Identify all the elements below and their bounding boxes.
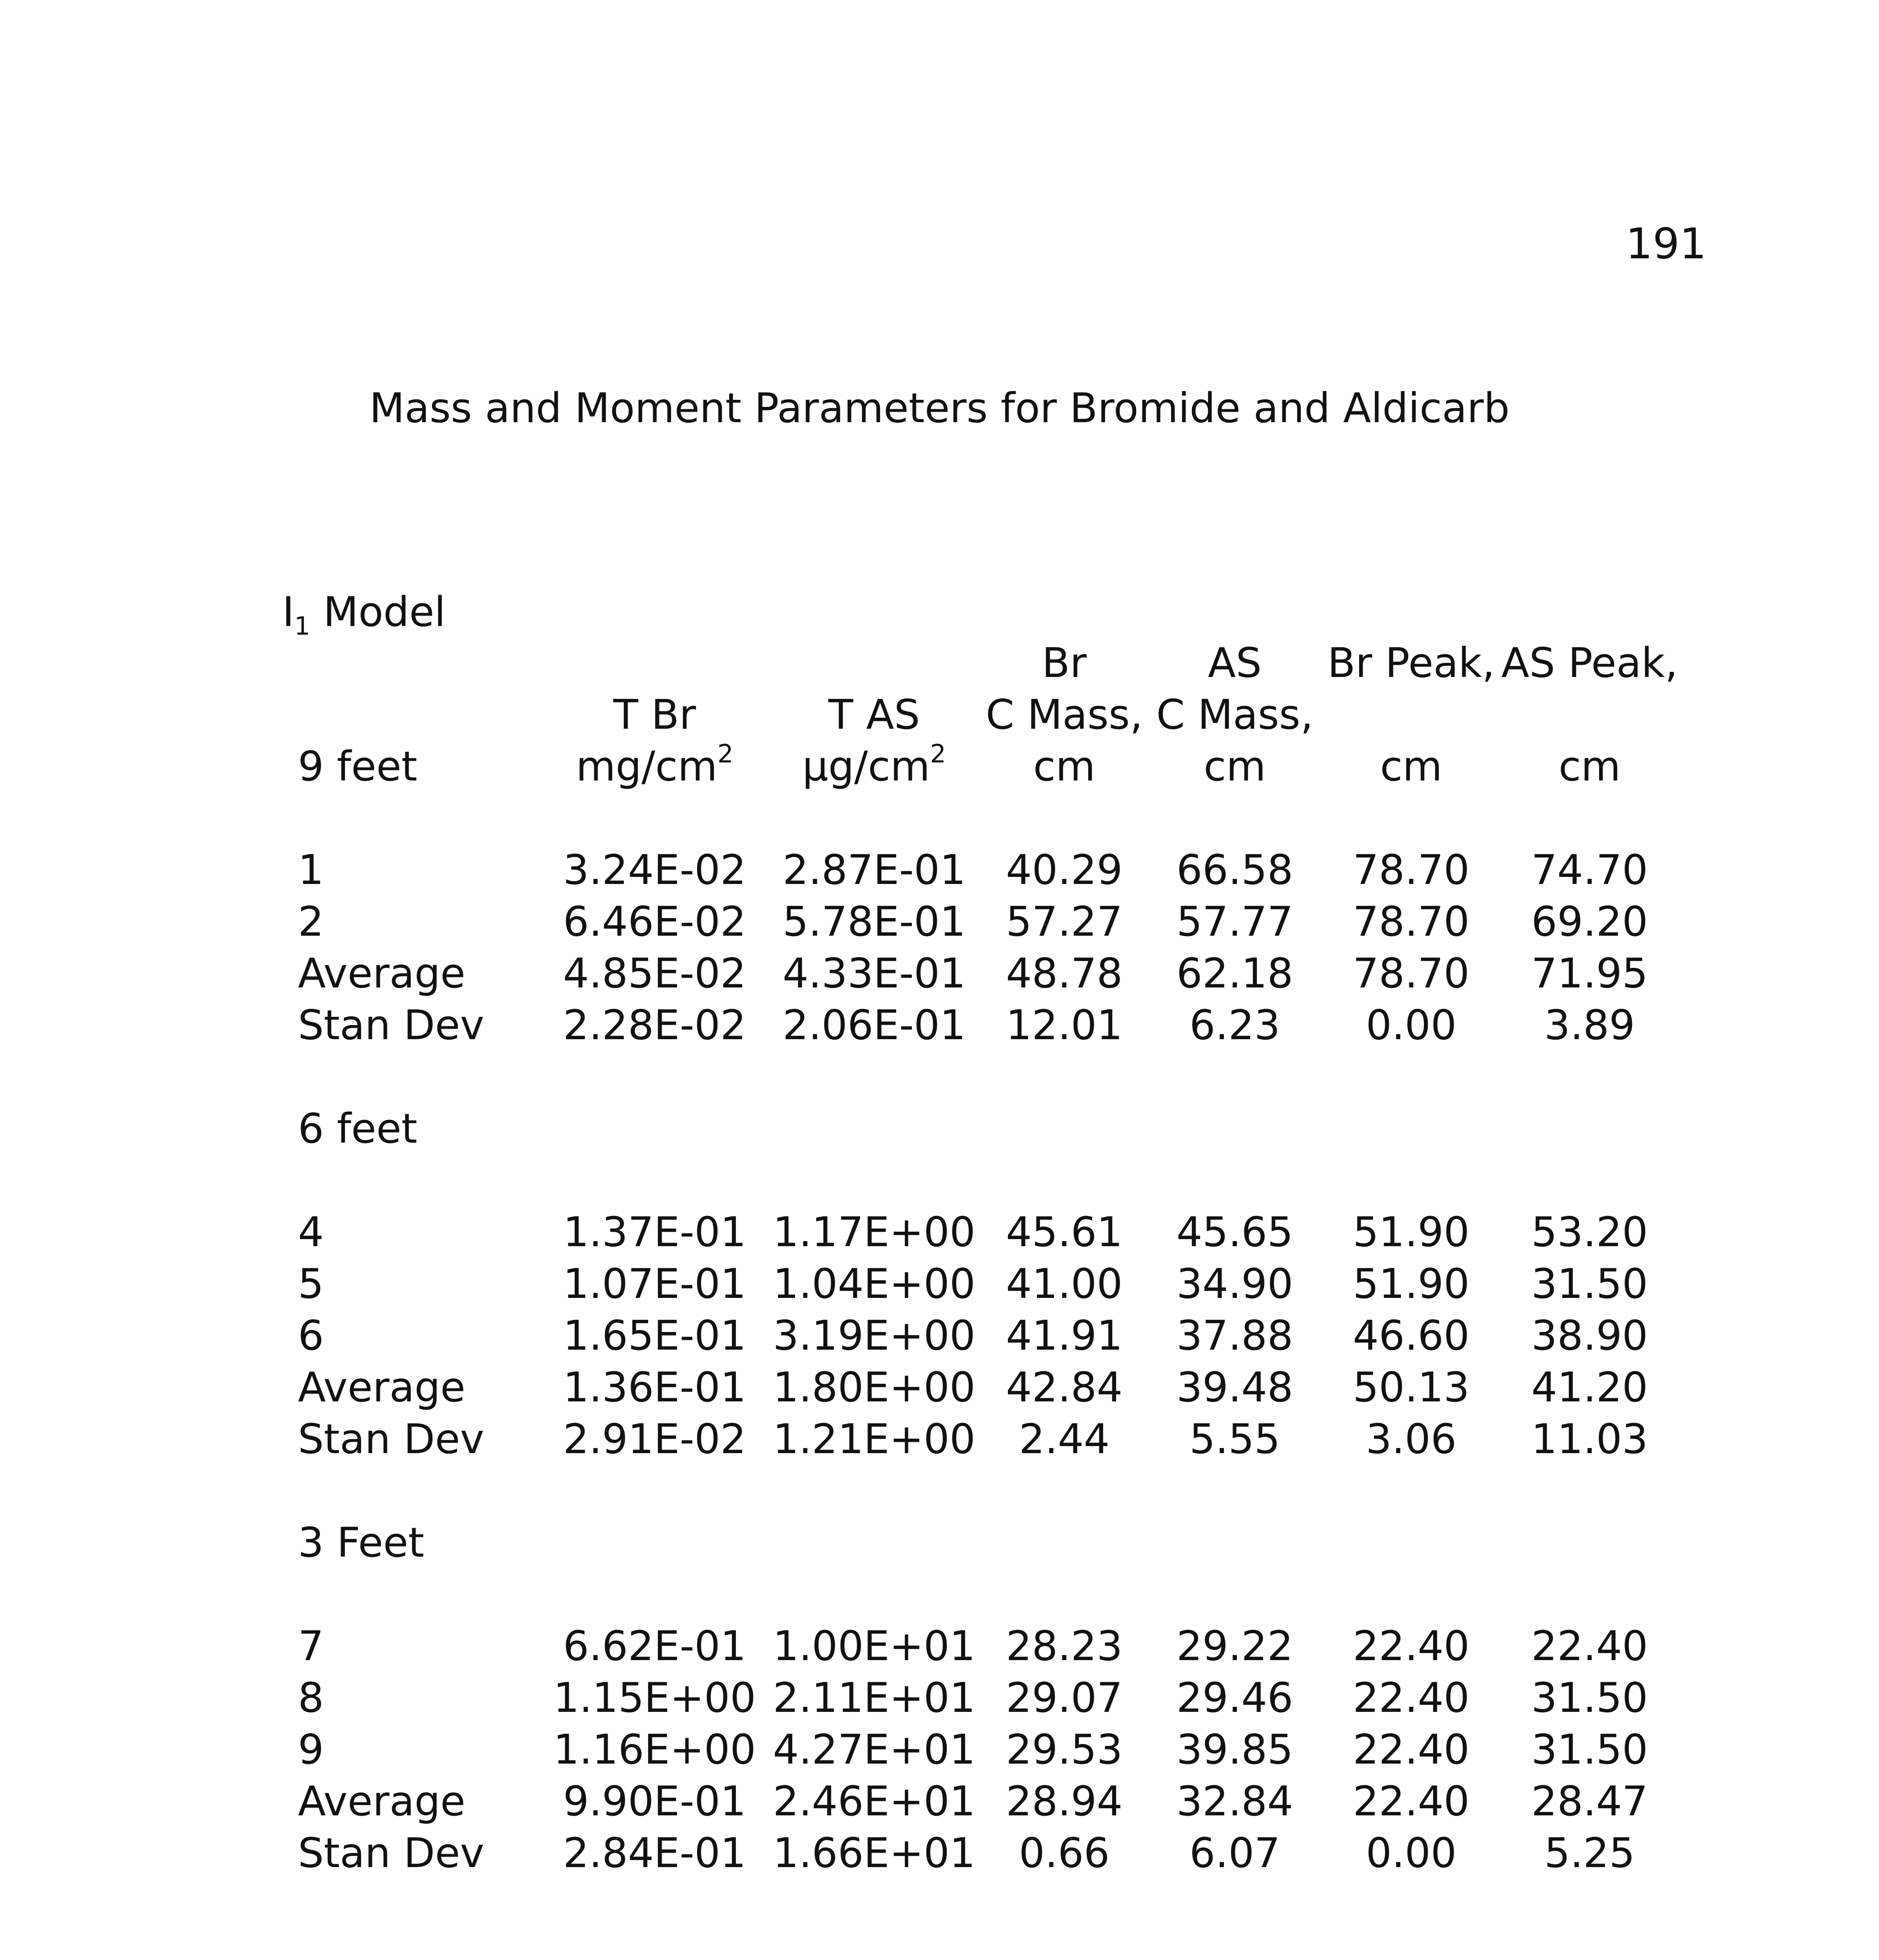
header-cell: T AS — [828, 691, 920, 739]
table-row — [298, 1204, 1678, 1256]
table-cell: 51.90 — [1353, 1260, 1470, 1308]
table-cell: 6.46E-02 — [563, 898, 746, 946]
table-cell: 1.21E+00 — [773, 1415, 976, 1463]
header-cell: C Mass, — [986, 691, 1143, 739]
table-cell: 5.78E-01 — [782, 898, 966, 946]
header-cell: T Br — [613, 691, 696, 739]
unit-text: µg/cm — [802, 742, 930, 790]
row-label: 9 — [298, 1726, 324, 1773]
table-cell: 2.84E-01 — [563, 1829, 746, 1877]
row-label: Average — [298, 1777, 466, 1825]
table-row — [298, 1256, 1678, 1308]
group-3-feet-label — [298, 1463, 1678, 1618]
table-cell: 48.78 — [1006, 949, 1123, 997]
header-cell: AS — [1208, 639, 1262, 687]
table-cell: 4.85E-02 — [563, 949, 746, 997]
table-row — [298, 1359, 1678, 1411]
table-cell: 2.87E-01 — [782, 846, 966, 894]
spacer-row — [298, 1152, 1678, 1204]
table-cell: 57.77 — [1176, 898, 1293, 946]
table-cell: 9.90E-01 — [563, 1777, 746, 1825]
table-cell: 45.61 — [1006, 1208, 1123, 1256]
table-cell: 29.53 — [1006, 1726, 1123, 1773]
row-label: Stan Dev — [298, 1829, 485, 1877]
header-cell: cm — [1558, 742, 1621, 790]
table-cell: 22.40 — [1353, 1726, 1470, 1773]
table-row — [298, 1825, 1678, 1877]
group-label-row — [298, 1515, 1678, 1566]
table-cell: 34.90 — [1176, 1260, 1293, 1308]
table-cell: 38.90 — [1531, 1312, 1648, 1359]
table-cell: 6.23 — [1189, 1001, 1280, 1049]
table-cell: 3.24E-02 — [563, 846, 746, 894]
table-cell: 1.00E+01 — [773, 1622, 976, 1670]
table-cell: 31.50 — [1531, 1260, 1648, 1308]
page-number: 191 — [1625, 220, 1707, 269]
table-cell: 74.70 — [1531, 846, 1648, 894]
table-row — [298, 946, 1678, 997]
row-label: 6 — [298, 1312, 324, 1359]
header-cell: cm — [1204, 742, 1266, 790]
table-cell: 28.47 — [1531, 1777, 1648, 1825]
table-row — [298, 842, 1678, 894]
table-cell: 41.00 — [1006, 1260, 1123, 1308]
table-cell: 11.03 — [1531, 1415, 1648, 1463]
table-cell: 50.13 — [1353, 1363, 1470, 1411]
table-cell: 2.28E-02 — [563, 1001, 746, 1049]
group-6-feet — [298, 1204, 1678, 1463]
header-row-1 — [298, 635, 1678, 687]
unit-text: mg/cm — [576, 742, 717, 790]
table-cell: 46.60 — [1353, 1312, 1470, 1359]
table-cell: 66.58 — [1176, 846, 1293, 894]
table-cell: 42.84 — [1006, 1363, 1123, 1411]
row-label: 2 — [298, 898, 324, 946]
table-cell: 2.06E-01 — [782, 1001, 966, 1049]
header-cell: Br — [1042, 639, 1087, 687]
table-cell: 4.33E-01 — [782, 949, 966, 997]
model-label-rest: Model — [310, 588, 446, 636]
table-cell: 6.07 — [1189, 1829, 1280, 1877]
table-cell: 1.15E+00 — [553, 1674, 756, 1722]
table-cell: 2.44 — [1019, 1415, 1110, 1463]
table-cell: 37.88 — [1176, 1312, 1293, 1359]
table-cell: 1.37E-01 — [563, 1208, 746, 1256]
table-cell: 1.17E+00 — [773, 1208, 976, 1256]
table-cell: 51.90 — [1353, 1208, 1470, 1256]
table-cell: 62.18 — [1176, 949, 1293, 997]
table-cell: 3.89 — [1544, 1001, 1635, 1049]
table-cell: 0.00 — [1365, 1001, 1457, 1049]
header-cell — [1501, 687, 1678, 739]
table-cell: 5.25 — [1544, 1829, 1635, 1877]
table-cell: 28.94 — [1006, 1777, 1123, 1825]
table-cell: 1.04E+00 — [773, 1260, 976, 1308]
table-cell: 1.16E+00 — [553, 1726, 756, 1773]
table-cell: 40.29 — [1006, 846, 1123, 894]
table-cell: 3.06 — [1365, 1415, 1457, 1463]
group-3-feet — [298, 1618, 1678, 1877]
table-cell: 2.46E+01 — [773, 1777, 976, 1825]
group-label-6-feet: 6 feet — [298, 1105, 418, 1152]
table-cell: 78.70 — [1353, 949, 1470, 997]
table-cell: 1.07E-01 — [563, 1260, 746, 1308]
table-cell: 78.70 — [1353, 846, 1470, 894]
table-cell: 1.36E-01 — [563, 1363, 746, 1411]
header-cell: C Mass, — [1156, 691, 1314, 739]
row-label: 5 — [298, 1260, 324, 1308]
table-row — [298, 1670, 1678, 1722]
table-cell: 22.40 — [1353, 1777, 1470, 1825]
header-cell — [541, 635, 768, 687]
header-cell-tas-unit — [768, 739, 980, 790]
spacer-row — [298, 790, 1678, 842]
table-cell: 1.80E+00 — [773, 1363, 976, 1411]
table-cell: 12.01 — [1006, 1001, 1123, 1049]
header-row-2 — [298, 687, 1678, 739]
table-cell: 0.00 — [1365, 1829, 1457, 1877]
unit-exponent: 2 — [930, 740, 946, 769]
table-cell: 6.62E-01 — [563, 1622, 746, 1670]
model-label-subscript: 1 — [294, 612, 310, 641]
table-cell: 1.66E+01 — [773, 1829, 976, 1877]
row-label: 4 — [298, 1208, 324, 1256]
table-cell: 45.65 — [1176, 1208, 1293, 1256]
model-label-main: I — [282, 588, 294, 636]
header-cell — [1321, 687, 1501, 739]
row-label: Average — [298, 1363, 466, 1411]
table-cell: 29.46 — [1176, 1674, 1293, 1722]
row-label: Stan Dev — [298, 1001, 485, 1049]
table-cell: 0.66 — [1019, 1829, 1110, 1877]
header-cell: cm — [1033, 742, 1096, 790]
table-row — [298, 1411, 1678, 1463]
header-row-3 — [298, 739, 1678, 790]
table-cell: 31.50 — [1531, 1674, 1648, 1722]
table-cell: 4.27E+01 — [773, 1726, 976, 1773]
table-cell: 22.40 — [1353, 1674, 1470, 1722]
table-cell: 1.65E-01 — [563, 1312, 746, 1359]
table-cell: 69.20 — [1531, 898, 1648, 946]
table-row — [298, 1618, 1678, 1670]
group-9-feet — [298, 842, 1678, 1049]
table-cell: 22.40 — [1353, 1622, 1470, 1670]
row-label: 8 — [298, 1674, 324, 1722]
table-cell: 53.20 — [1531, 1208, 1648, 1256]
table-cell: 2.91E-02 — [563, 1415, 746, 1463]
header-cell: cm — [1380, 742, 1442, 790]
table-cell: 78.70 — [1353, 898, 1470, 946]
table-row — [298, 1722, 1678, 1773]
header-cell-tbr-unit — [541, 739, 768, 790]
unit-exponent: 2 — [717, 740, 733, 769]
group-label-3-feet: 3 Feet — [298, 1519, 425, 1566]
table-cell: 2.11E+01 — [773, 1674, 976, 1722]
header-cell — [768, 635, 980, 687]
row-label: 1 — [298, 846, 324, 894]
table-cell: 71.95 — [1531, 949, 1648, 997]
table-cell: 5.55 — [1189, 1415, 1280, 1463]
spacer-row — [298, 1463, 1678, 1515]
header-cell — [298, 635, 541, 687]
table-cell: 41.91 — [1006, 1312, 1123, 1359]
group-6-feet-label — [298, 1049, 1678, 1204]
row-label: Average — [298, 949, 466, 997]
spacer-row — [298, 1049, 1678, 1101]
table-cell: 29.07 — [1006, 1674, 1123, 1722]
table-row — [298, 1773, 1678, 1825]
table-cell: 39.85 — [1176, 1726, 1293, 1773]
table-row — [298, 997, 1678, 1049]
header-cell — [298, 687, 541, 739]
table-cell: 41.20 — [1531, 1363, 1648, 1411]
table-cell: 57.27 — [1006, 898, 1123, 946]
group-label-row — [298, 1101, 1678, 1152]
parameters-table — [298, 635, 1678, 1877]
spacer-row — [298, 1566, 1678, 1618]
table-cell: 22.40 — [1531, 1622, 1648, 1670]
row-label: Stan Dev — [298, 1415, 485, 1463]
group-label-9-feet: 9 feet — [298, 742, 418, 790]
table-cell: 39.48 — [1176, 1363, 1293, 1411]
model-label — [282, 588, 446, 641]
row-label: 7 — [298, 1622, 324, 1670]
header-cell: AS Peak, — [1501, 639, 1678, 687]
table-cell: 28.23 — [1006, 1622, 1123, 1670]
header-cell: Br Peak, — [1327, 639, 1495, 687]
page-title: Mass and Moment Parameters for Bromide and Aldicarb — [369, 384, 1510, 432]
table-row — [298, 894, 1678, 946]
table-cell: 29.22 — [1176, 1622, 1293, 1670]
table-cell: 32.84 — [1176, 1777, 1293, 1825]
table-cell: 3.19E+00 — [773, 1312, 976, 1359]
table-row — [298, 1308, 1678, 1359]
table-cell: 31.50 — [1531, 1726, 1648, 1773]
